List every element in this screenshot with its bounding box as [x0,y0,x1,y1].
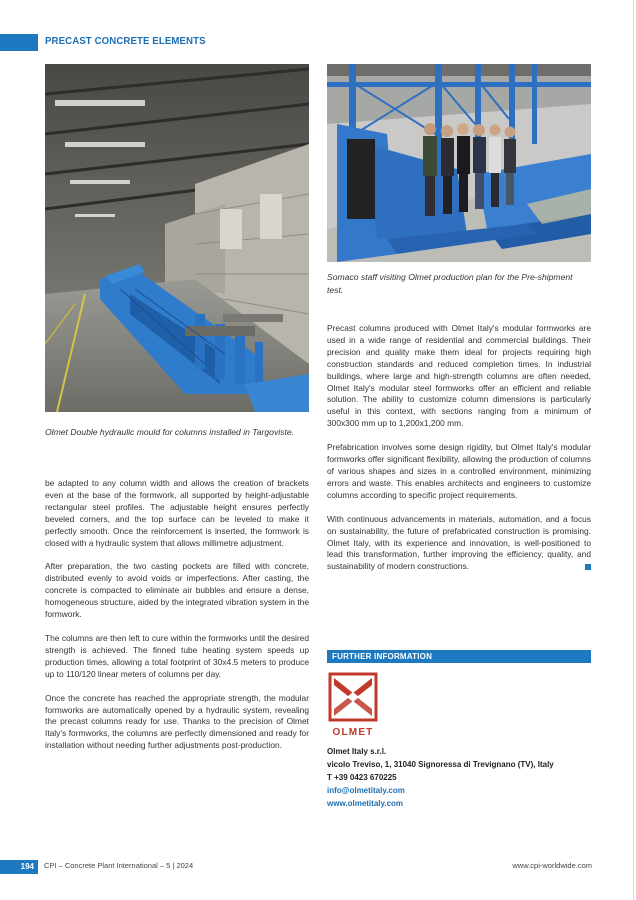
company-address: vicolo Treviso, 1, 31040 Signoressa di Trevignano (TV), Italy [327,760,554,769]
left-paragraph-4: Once the concrete has reached the appropriate strength, the modular formworks are automatically opened by a hydraulic system, revealing the precast columns ready for use. Thanks to the precision of Olmet Italy's formworks, the columns are perfectly dimensioned and ready for installation without needing further adjustments post-production. [45,692,309,751]
right-paragraph-3-text: With continuous advancements in materials, automation, and a focus on sustainability, the future of prefabricated construction is promising. Olmet Italy, with its experience and innovation, is well-positioned to lead this transformation, further improving the efficiency, quality, and sustainability of modern constructions. [327,513,591,572]
left-photo-caption: Olmet Double hydraulic mould for columns installed in Targoviste. [45,427,295,437]
right-photo-caption: Somaco staff visiting Olmet production plan for the Pre-shipment test. [327,272,573,295]
left-text-column [45,478,309,764]
page-number: 194 [0,860,38,874]
olmet-logo-wordmark: OLMET [332,727,374,738]
magazine-url[interactable]: www.cpi-worldwide.com [512,861,592,870]
right-paragraph-1: Precast columns produced with Olmet Italy's modular formworks are used in a wide range of residential and commercial buildings. Their precision and quality make them ideal for projects requiring high construction standards and reduced completion times. In industrial buildings, where large and high-strength columns are often needed, Olmet Italy's modular steel formworks offer an efficient and reliable solution. The ability to customize column dimensions is particularly useful in this context, with sections ranging from a minimum of 300x300 mm up to 1,200x1,200 mm. [327,323,591,429]
section-title: PRECAST CONCRETE ELEMENTS [45,35,206,47]
company-name: Olmet Italy s.r.l. [327,747,387,756]
left-paragraph-3: The columns are then left to cure within the formworks until the desired strength is achieved. The finned tube heating system speeds up production times, allowing a total footprint of 30x4.5 meters to produce up to 110/120 linear meters of columns per day. [45,632,309,679]
factory-hall-photo [45,64,309,412]
staff-visit-photo [327,64,591,262]
olmet-logo [327,671,379,735]
right-text-column [327,323,591,573]
left-paragraph-2: After preparation, the two casting pockets are filled with concrete, distributed evenly to avoid voids or imperfections. After casting, the concrete is compacted to eliminate air bubbles and ensure a dense, homogeneous structure, aided by the integrated vibration system in the formwork. [45,561,309,620]
article-end-mark [585,564,591,570]
company-email-link[interactable]: info@olmetitaly.com [327,786,405,795]
magazine-issue: CPI – Concrete Plant International – 5 | 2024 [44,861,194,870]
right-paragraph-2: Prefabrication involves some design rigidity, but Olmet Italy's modular formworks offer significant flexibility, allowing the production of columns of various shapes and sizes in a controlled environment, minimizing errors and waste. This enables architects and engineers to customize columns according to specific project requirements. [327,442,591,500]
contact-block [327,745,591,810]
left-paragraph-1: be adapted to any column width and allows the creation of brackets even at the base of the formwork, all supported by height-adjustable rectangular steel profiles. The adjustable height ensures perfectly beveled corners, and the top surface can be leveled to make it perfectly smooth. Once the reinforcement is inserted, the formwork is closed with a hydraulic system that allows millimetre adjustment. [45,478,309,548]
page-edge-rule [633,0,634,900]
header-accent-bar [0,34,38,51]
company-phone: T +39 0423 670225 [327,773,397,782]
company-website-link[interactable]: www.olmetitaly.com [327,799,404,808]
further-information-heading: FURTHER INFORMATION [327,650,591,663]
right-paragraph-3 [327,514,591,574]
